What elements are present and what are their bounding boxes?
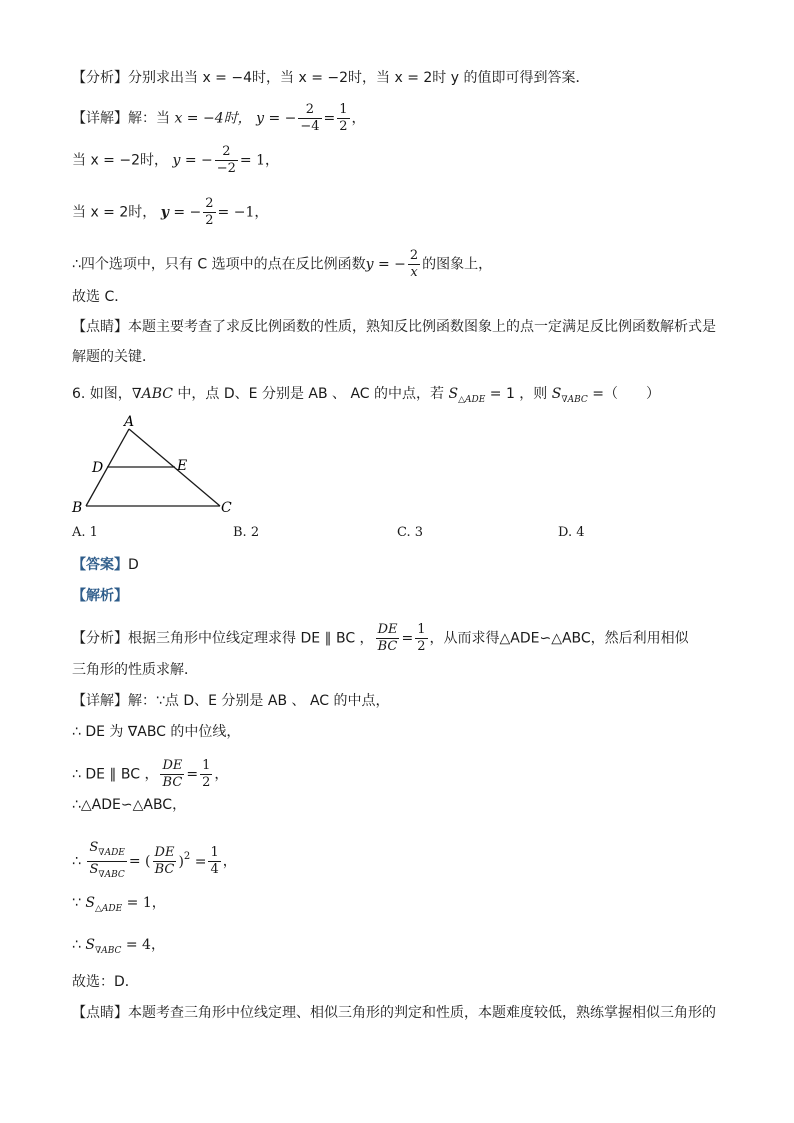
fraction: $\frac{1}{2}$ xyxy=(339,102,348,134)
therefore-symbol: ∴ xyxy=(72,937,81,953)
fraction: $\frac{2}{2}$ xyxy=(205,196,214,228)
triangle-figure xyxy=(66,414,246,518)
formula: y = − xyxy=(256,110,297,127)
question-number: 6. 如图， xyxy=(72,386,132,402)
stem-text: = 1 ，则 xyxy=(489,386,548,402)
condition: 当 x = −2时， xyxy=(72,152,169,169)
fraction: $\frac{2}{-2}$ xyxy=(216,144,236,176)
therefore-symbol: ∴ xyxy=(72,853,81,870)
fraction: $\frac{DE}{BC}$ xyxy=(162,758,183,790)
fraction: $\frac{2}{x}$ xyxy=(409,248,419,280)
answer-label: 【答案】 xyxy=(72,557,128,573)
option-d: D. 4 xyxy=(558,525,585,540)
answer-value: D xyxy=(128,557,139,573)
q6-answer xyxy=(72,555,139,575)
condition: 当 x = 2时， xyxy=(72,204,157,221)
formula: y xyxy=(160,204,169,221)
q5-detail-line3: 当 x = 2时， y = − $\frac{2}{2}$ = −1， xyxy=(72,196,269,228)
analysis-text: 【分析】根据三角形中位线定理求得 DE ∥ BC ， xyxy=(72,630,374,647)
q6-detail-5: ∴ $\frac{S_{\nabla ADE}}{S_{\nabla ABC}}$ = ( $\frac{DE}{BC}$ )$^2$ = $\frac{1}{4}$ ， xyxy=(72,840,237,883)
q5-choice: 故选 C． xyxy=(72,289,129,305)
q6-detail-6: ∵ $S_{\triangle ADE} = 1$， xyxy=(72,895,166,914)
q6-comment: 【点睛】本题考查三角形中位线定理、相似三角形的判定和性质，本题难度较低，熟练掌握相似三角形的 xyxy=(72,1005,716,1021)
fraction: $\frac{DE}{BC}$ xyxy=(154,845,175,877)
q5-conclusion: ∴四个选项中，只有 C 选项中的点在反比例函数y = − $\frac{2}{x}$ 的图象上， xyxy=(72,248,493,280)
label-c: C xyxy=(221,500,232,516)
fraction: $\frac{1}{2}$ xyxy=(202,758,211,790)
q5-comment-2: 解题的关键． xyxy=(72,349,156,365)
q5-detail-line2: 当 x = −2时， y = − $\frac{2}{-2}$ = 1， xyxy=(72,144,280,176)
q5-detail-line1: 【详解】解：当 x = −4时， y = − $\frac{2}{-4}$ = $\frac{1}{2}$ ， xyxy=(72,102,366,134)
q5-comment-1: 【点睛】本题主要考查了求反比例函数的性质，熟知反比例函数图象上的点一定满足反比例函数解析式是 xyxy=(72,319,716,335)
q6-jiexi xyxy=(72,586,128,606)
condition: x = −4时， xyxy=(174,110,252,127)
q6-detail-1: 【详解】解：∵点 D、E 分别是 AB 、 AC 的中点， xyxy=(72,693,390,709)
conclusion-text: ∴四个选项中，只有 C 选项中的点在反比例函数 xyxy=(72,256,366,273)
fraction: $\frac{1}{4}$ xyxy=(210,845,219,877)
stem-text: =（ ） xyxy=(592,386,660,402)
option-a: A. 1 xyxy=(72,525,98,540)
conclusion-text: 的图象上， xyxy=(422,256,493,273)
q6-detail-2: ∴ DE 为 ∇ABC 的中位线， xyxy=(72,724,241,740)
fraction: $\frac{1}{2}$ xyxy=(417,622,426,654)
q5-analysis: 【分析】分别求出当 x = −4时，当 x = −2时，当 x = 2时 y 的值即可得到答案． xyxy=(72,70,590,86)
q6-analysis-2: 三角形的性质求解． xyxy=(72,662,198,678)
because-symbol: ∵ xyxy=(72,895,81,911)
detail-label: 【详解】解：当 xyxy=(72,110,170,127)
option-b: B. 2 xyxy=(233,525,260,540)
fraction: $\frac{S_{\nabla ADE}}{S_{\nabla ABC}}$ xyxy=(89,840,125,880)
formula: y = − xyxy=(172,152,213,169)
label-a: A xyxy=(124,414,135,430)
q6-stem: 6. 如图，∇ABC 中，点 D、E 分别是 AB 、 AC 的中点，若 $S_{\triangle ADE} = 1$ ，则 $S_{\nabla ABC}$ =（ ） xyxy=(72,386,660,405)
detail-text: ∴ DE ∥ BC ， xyxy=(72,766,159,783)
jiexi-label: 【解析】 xyxy=(72,588,128,604)
label-e: E xyxy=(177,458,188,474)
fraction: $\frac{2}{-4}$ xyxy=(300,102,320,134)
label-b: B xyxy=(72,500,83,516)
q6-detail-4: ∴△ADE∽△ABC， xyxy=(72,797,187,813)
label-d: D xyxy=(92,460,104,476)
option-c: C. 3 xyxy=(397,525,424,540)
q6-analysis-1: 【分析】根据三角形中位线定理求得 DE ∥ BC ， $\frac{DE}{BC}$ = $\frac{1}{2}$ ，从而求得△ADE∽△ABC，然后利用相似 xyxy=(72,622,689,654)
q6-choice: 故选：D． xyxy=(72,974,139,990)
q6-detail-7: ∴ $S_{\nabla ABC} = 4$， xyxy=(72,937,165,956)
analysis-text: ，从而求得△ADE∽△ABC，然后利用相似 xyxy=(429,630,689,647)
q6-detail-3: ∴ DE ∥ BC ， $\frac{DE}{BC}$ = $\frac{1}{2}$ ， xyxy=(72,758,229,790)
stem-text: 中，点 D、E 分别是 AB 、 AC 的中点，若 xyxy=(177,386,445,402)
fraction: $\frac{DE}{BC}$ xyxy=(377,622,398,654)
